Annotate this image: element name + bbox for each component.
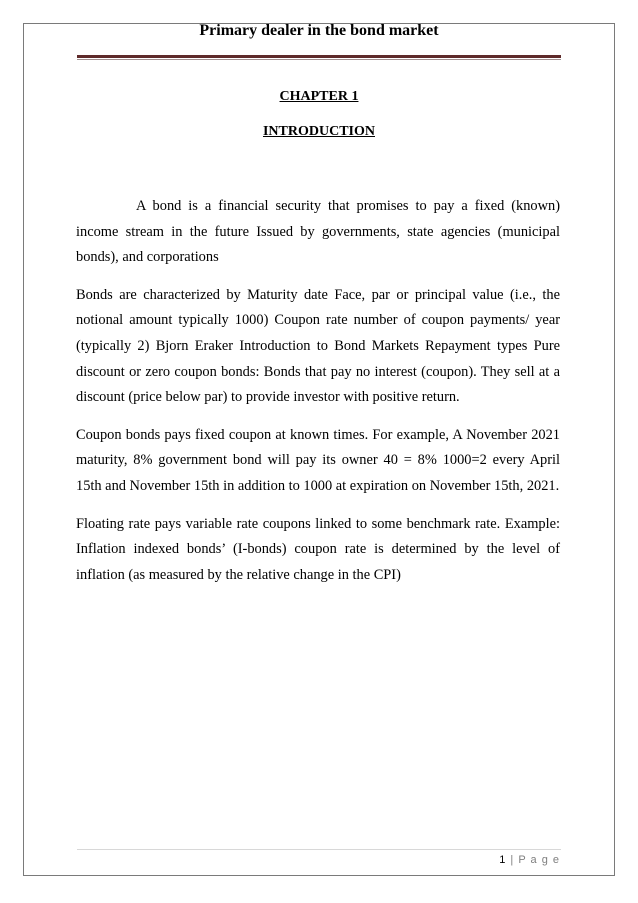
paragraph: Coupon bonds pays fixed coupon at known times. For example, A November 2021 maturity, 8% government bond will pay its owner 40 = 8% 1000=2 every April 15th and November 15th in addition to 1000 at expiration on November 15th, 2021. (76, 426, 560, 494)
paragraph: Bonds are characterized by Maturity date Face, par or principal value (i.e., the notional amount typically 1000) Coupon rate number of coupon payments/ year (typically 2) Bjorn Eraker Introduction to Bond Markets Repayment types Pure discount or zero coupon bonds: Bonds that pay no interest (coupon). They sell at a discount (price below par) to provide investor with positive return. (76, 286, 560, 406)
paragraph: A bond is a financial security that promises to pay a fixed (known) income stream in the future Issued by governments, state agencies (municipal bonds), and corporations (76, 198, 560, 266)
page-footer (499, 853, 560, 867)
chapter-heading: INTRODUCTION (262, 124, 375, 139)
footer-rule (77, 849, 561, 850)
page-number: 1 (499, 854, 507, 866)
page-label: | P a g e (506, 854, 560, 866)
document-header-title: Primary dealer in the bond market (199, 22, 439, 39)
body-text (76, 194, 560, 600)
header-rule (77, 55, 561, 58)
header-rule-thin (77, 59, 561, 60)
chapter-label: CHAPTER 1 (279, 89, 359, 104)
paragraph: Floating rate pays variable rate coupons linked to some benchmark rate. Example: Inflation indexed bonds’ (I-bonds) coupon rate is determined by the level of inflation (as measured by the relative change in the CPI) (76, 515, 560, 583)
